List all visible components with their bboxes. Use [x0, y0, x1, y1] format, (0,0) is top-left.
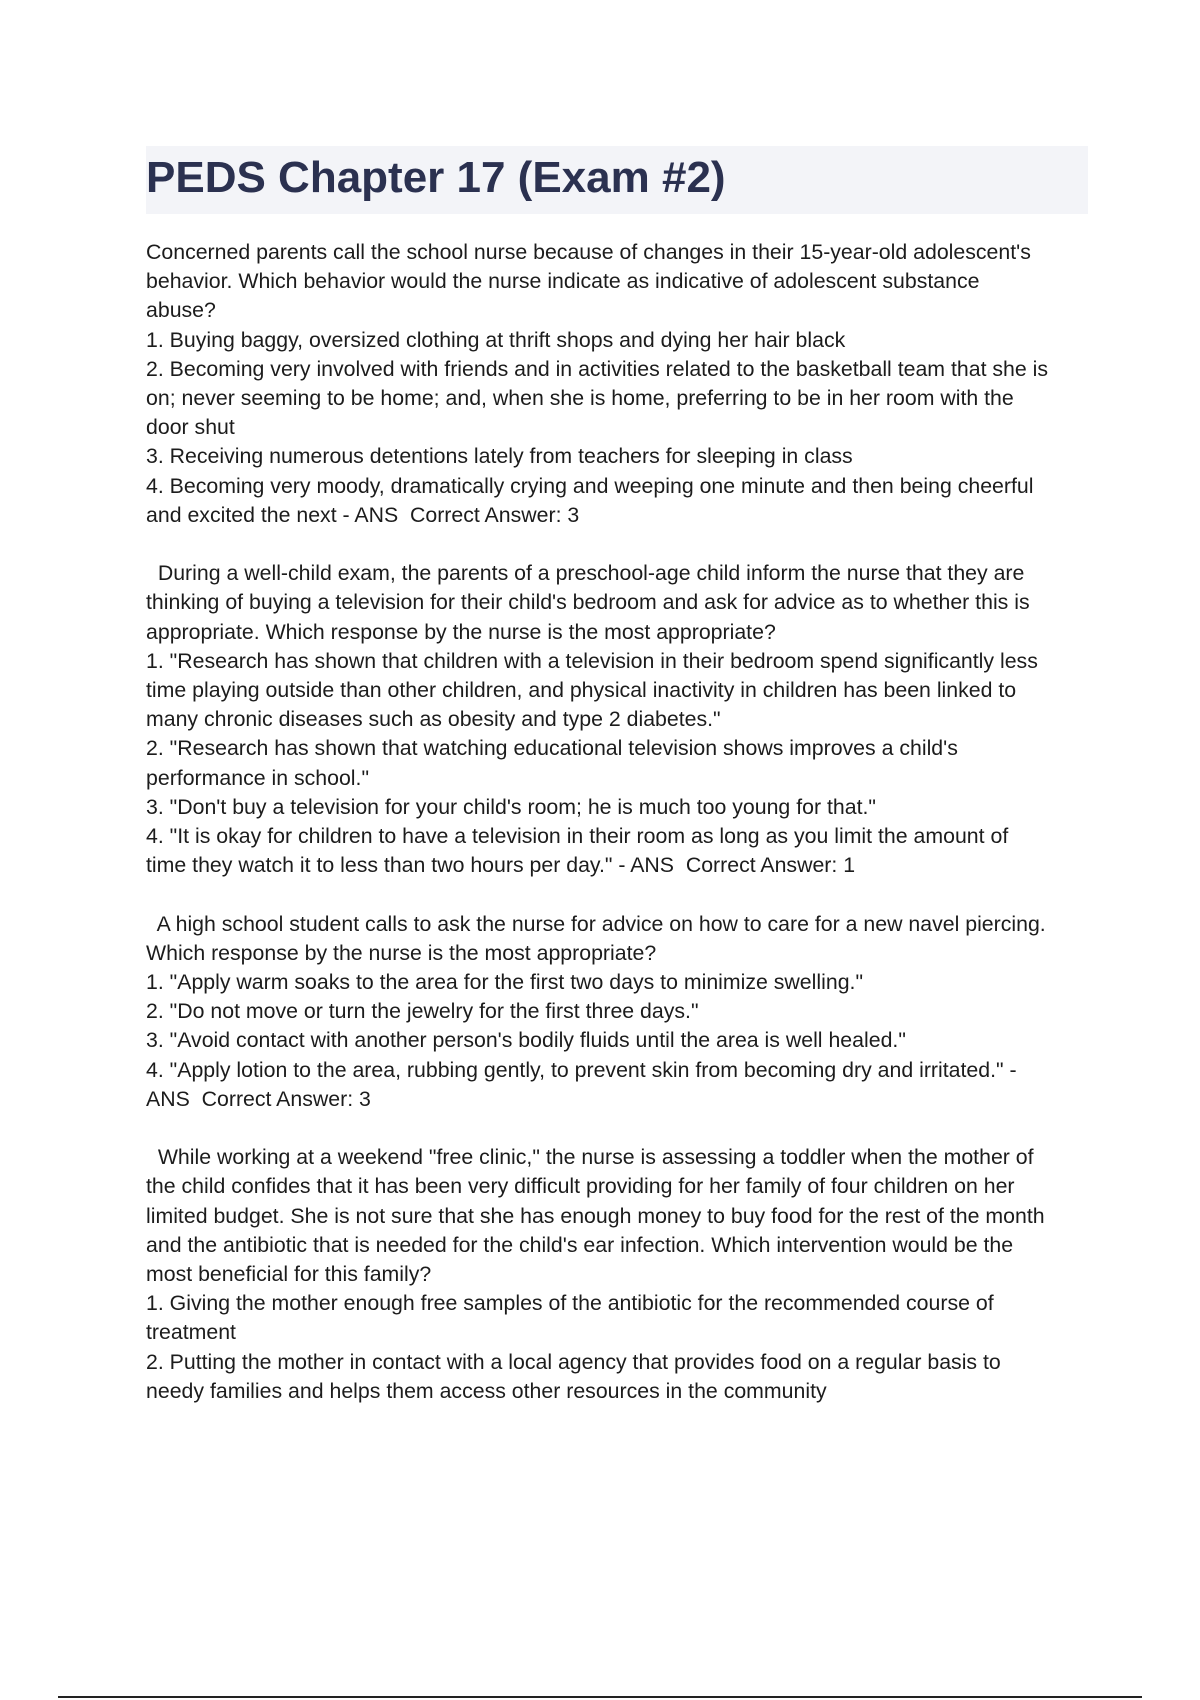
- question-block: [146, 238, 1096, 530]
- option-line: treatment: [146, 1320, 236, 1345]
- document-body: [146, 238, 1096, 1435]
- option-line: 4. Becoming very moody, dramatically crying and weeping one minute and then being cheerful: [146, 473, 1034, 498]
- option-line: many chronic diseases such as obesity and type 2 diabetes.": [146, 707, 721, 732]
- option-line: time playing outside than other children, and physical inactivity in children has been linked to: [146, 678, 1017, 703]
- option-line: 4. "It is okay for children to have a television in their room as long as you limit the amount of: [146, 824, 1009, 849]
- option-line: 3. "Avoid contact with another person's bodily fluids until the area is well healed.": [146, 1028, 906, 1053]
- question-block: [146, 1143, 1096, 1406]
- question-line: A high school student calls to ask the nurse for advice on how to care for a new navel piercing.: [146, 911, 1046, 936]
- question-line: limited budget. She is not sure that she has enough money to buy food for the rest of the month: [146, 1203, 1045, 1228]
- answer-line: ANS Correct Answer: 3: [146, 1086, 371, 1111]
- question-line: appropriate. Which response by the nurse is the most appropriate?: [146, 619, 776, 644]
- option-line: 2. Putting the mother in contact with a local agency that provides food on a regular basis to: [146, 1349, 1001, 1374]
- option-line: 1. Giving the mother enough free samples of the antibiotic for the recommended course of: [146, 1291, 994, 1316]
- option-line: 1. "Research has shown that children with a television in their bedroom spend significantly less: [146, 648, 1038, 673]
- page-divider: [58, 1696, 1142, 1698]
- question-line: While working at a weekend "free clinic," the nurse is assessing a toddler when the mother of: [146, 1145, 1034, 1170]
- question-line: and the antibiotic that is needed for the child's ear infection. Which intervention would be the: [146, 1232, 1014, 1257]
- title-banner: [146, 146, 1088, 214]
- option-line: door shut: [146, 415, 235, 440]
- option-line: 1. "Apply warm soaks to the area for the first two days to minimize swelling.": [146, 970, 864, 995]
- option-line: 2. Becoming very involved with friends and in activities related to the basketball team that she is: [146, 356, 1049, 381]
- option-line: 4. "Apply lotion to the area, rubbing gently, to prevent skin from becoming dry and irritated." -: [146, 1057, 1017, 1082]
- question-line: thinking of buying a television for their child's bedroom and ask for advice as to whether this is: [146, 590, 1030, 615]
- question-line: abuse?: [146, 298, 216, 323]
- answer-line: and excited the next - ANS Correct Answer: 3: [146, 502, 580, 527]
- question-block: [146, 559, 1096, 880]
- option-line: performance in school.": [146, 765, 370, 790]
- page-title: PEDS Chapter 17 (Exam #2): [146, 153, 726, 202]
- option-line: on; never seeming to be home; and, when she is home, preferring to be in her room with the: [146, 386, 1014, 411]
- option-line: 3. Receiving numerous detentions lately from teachers for sleeping in class: [146, 444, 853, 469]
- option-line: needy families and helps them access other resources in the community: [146, 1378, 827, 1403]
- question-line: During a well-child exam, the parents of a preschool-age child inform the nurse that they are: [146, 561, 1025, 586]
- answer-line: time they watch it to less than two hours per day." - ANS Correct Answer: 1: [146, 853, 856, 878]
- question-line: Which response by the nurse is the most appropriate?: [146, 940, 657, 965]
- option-line: 2. "Do not move or turn the jewelry for the first three days.": [146, 999, 699, 1024]
- question-line: the child confides that it has been very difficult providing for her family of four children on her: [146, 1174, 1015, 1199]
- question-line: most beneficial for this family?: [146, 1262, 432, 1287]
- question-line: Concerned parents call the school nurse because of changes in their 15-year-old adolescent's: [146, 240, 1031, 264]
- option-line: 3. "Don't buy a television for your child's room; he is much too young for that.": [146, 794, 876, 819]
- question-line: behavior. Which behavior would the nurse indicate as indicative of adolescent substance: [146, 269, 980, 294]
- option-line: 1. Buying baggy, oversized clothing at thrift shops and dying her hair black: [146, 327, 846, 352]
- option-line: 2. "Research has shown that watching educational television shows improves a child's: [146, 736, 958, 761]
- question-block: [146, 910, 1096, 1114]
